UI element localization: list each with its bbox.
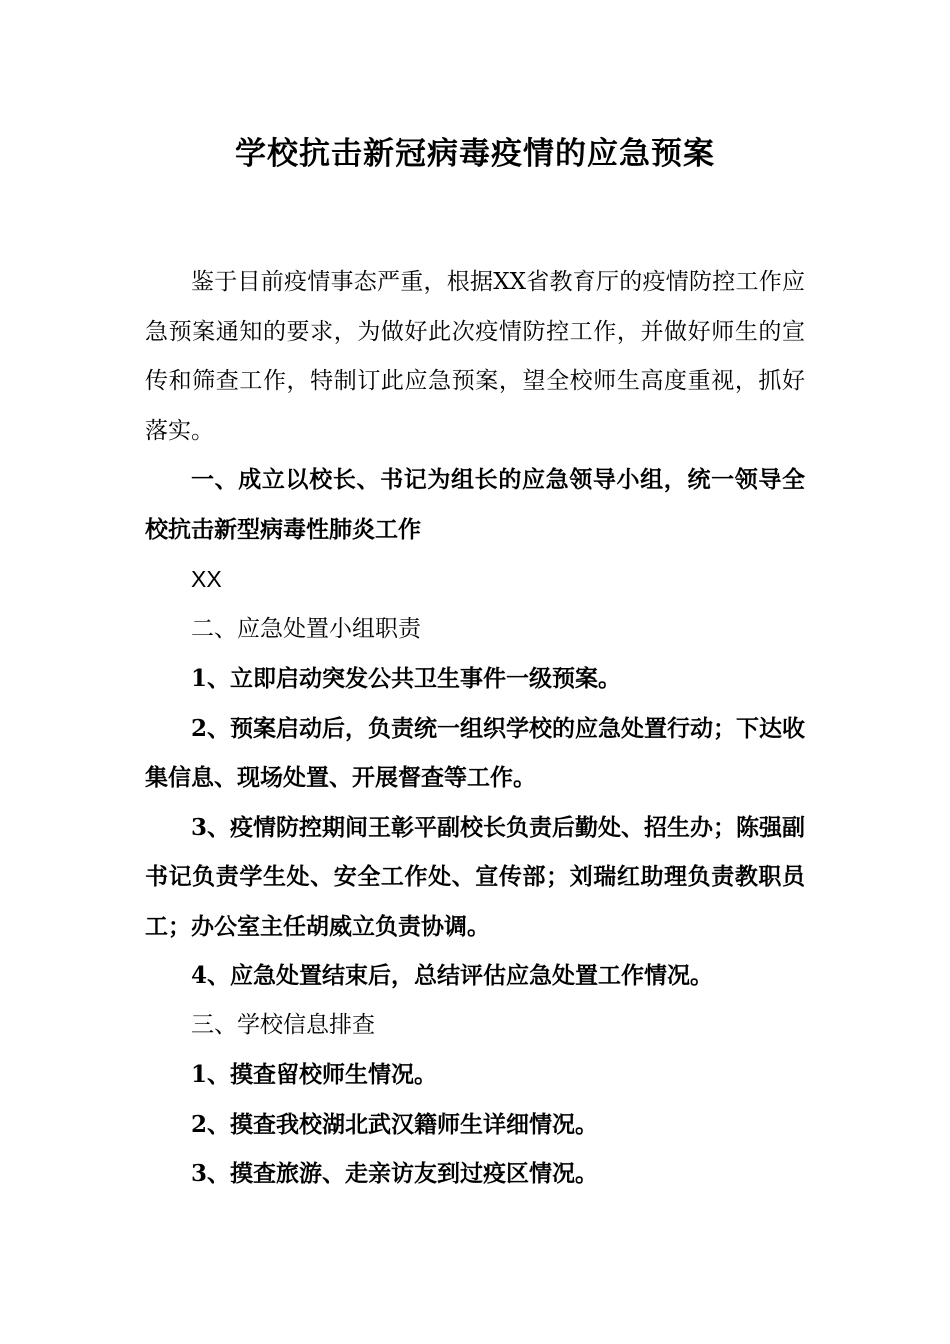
section3-item-3: 3、摸查旅游、走亲访友到过疫区情况。 xyxy=(191,1160,599,1187)
section1-content: XX xyxy=(191,566,222,592)
section2-item-2: 2、预案启动后，负责统一组织学校的应急处置行动；下达收集信息、现场处置、开展督查等工作。 xyxy=(145,714,806,791)
document-title: 学校抗击新冠病毒疫情的应急预案 xyxy=(235,136,715,172)
section2-item-3: 3、疫情防控期间王彰平副校长负责后勤处、招生办；陈强副书记负责学生处、安全工作处、宣传部；刘瑞红助理负责教职员工；办公室主任胡威立负责协调。 xyxy=(145,813,806,940)
section3-heading: 三、学校信息排查 xyxy=(191,1011,375,1038)
document-body xyxy=(145,258,805,1199)
section2-heading: 二、应急处置小组职责 xyxy=(191,615,421,642)
section2-item-4: 4、应急处置结束后，总结评估应急处置工作情况。 xyxy=(191,962,714,989)
section3-item-2: 2、摸查我校湖北武汉籍师生详细情况。 xyxy=(191,1110,599,1138)
section1-heading: 一、成立以校长、书记为组长的应急领导小组，统一领导全校抗击新型病毒性肺炎工作 xyxy=(145,467,805,543)
section2-item-1: 1、立即启动突发公共卫生事件一级预案。 xyxy=(191,665,622,692)
section3-item-1: 1、摸查留校师生情况。 xyxy=(191,1061,438,1088)
intro-paragraph: 鉴于目前疫情事态严重，根据XX省教育厅的疫情防控工作应急预案通知的要求，为做好此次疫情防控工作，并做好师生的宣传和筛查工作，特制订此应急预案，望全校师生高度重视，抓好落实。 xyxy=(145,269,805,444)
